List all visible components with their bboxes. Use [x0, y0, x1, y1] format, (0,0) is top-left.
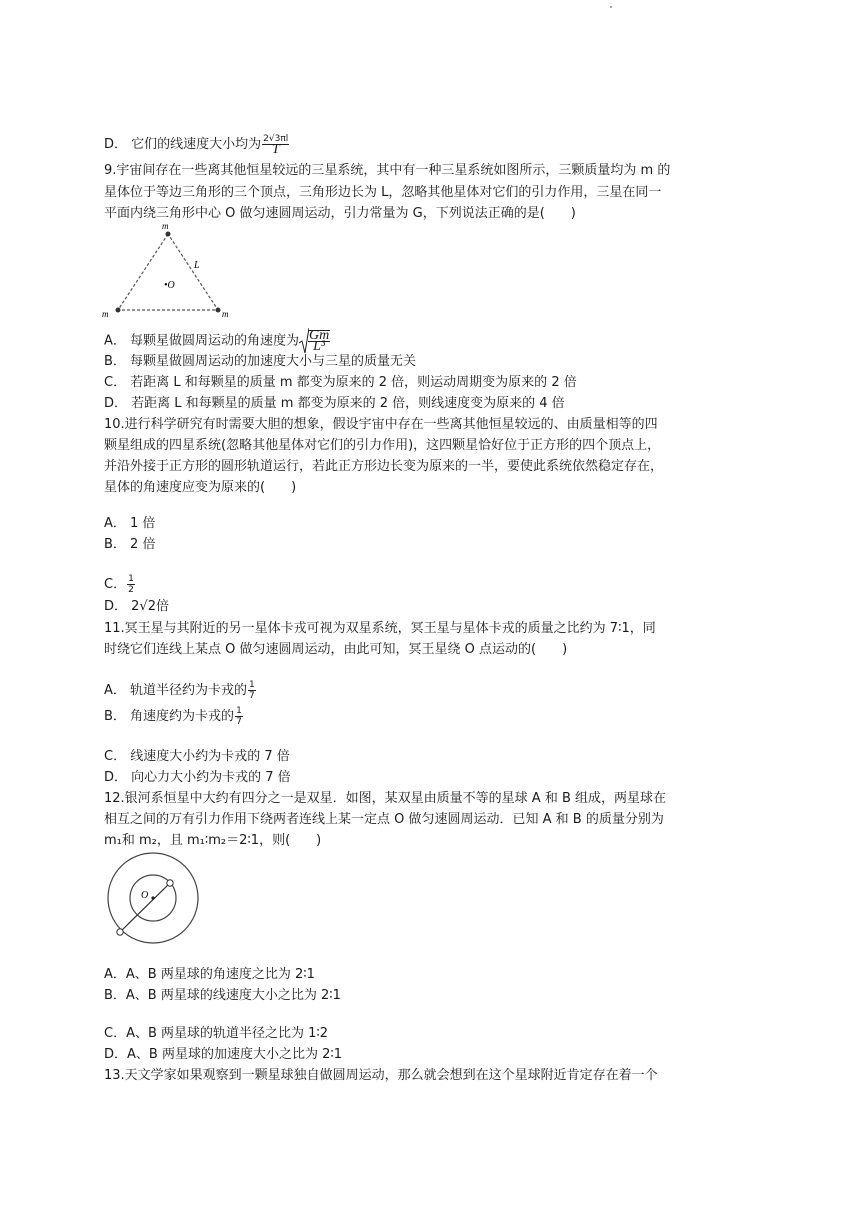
- q9-option-d: D． 若距离 L 和每颗星的质量 m 都变为原来的 2 倍，则线速度变为原来的 4 倍: [104, 396, 565, 411]
- star-top: [166, 232, 171, 237]
- q9-triangle-figure: [100, 222, 240, 320]
- q9-stem-line2: 星体位于等边三角形的三个顶点，三角形边长为 L，忽略其他星体对它们的引力作用，三星在同一: [104, 185, 662, 200]
- q11-a-fraction: $\frac{1}{7}$: [249, 680, 255, 701]
- q8-d-fraction: $\frac{2√3\pi l}{T}$: [263, 134, 289, 157]
- q12-option-a: A．A、B 两星球的角速度之比为 2∶1: [104, 967, 315, 982]
- q11-option-b: B． 角速度约为卡戎的 $\frac{1}{7}$: [104, 706, 242, 727]
- label-m-left: m: [102, 309, 109, 319]
- label-L: L: [194, 260, 200, 271]
- star-on-outer: [117, 929, 123, 935]
- q12-option-d: D．A、B 两星球的加速度大小之比为 2∶1: [104, 1047, 343, 1062]
- q9-option-b: B． 每颗星做圆周运动的加速度大小与三星的质量无关: [104, 354, 417, 369]
- q11-option-a: A． 轨道半径约为卡戎的 $\frac{1}{7}$: [104, 680, 255, 701]
- q9-option-a: A． 每颗星做圆周运动的角速度为 $\frac{Gm}{\text{L³}}$: [104, 328, 330, 354]
- q10-option-d: D． 2√2倍: [104, 599, 169, 614]
- label-m-right: m: [222, 309, 229, 319]
- q10-c-fraction: $\frac{1}{2}$: [128, 574, 134, 595]
- q12-option-c: C．A、B 两星球的轨道半径之比为 1∶2: [104, 1026, 329, 1041]
- label-O: O: [141, 890, 149, 901]
- q10-stem-line1: 10.进行科学研究有时需要大胆的想象，假设宇宙中存在一些离其他恒星较远的、由质量相等的四: [104, 417, 658, 432]
- q12-binary-star-figure: [102, 852, 202, 944]
- star-left: [116, 308, 121, 313]
- q10-stem-line3: 并沿外接于正方形的圆形轨道运行，若此正方形边长变为原来的一半，要使此系统依然稳定存在，: [104, 459, 664, 474]
- q11-option-d: D． 向心力大小约为卡戎的 7 倍: [104, 770, 291, 785]
- q13-stem-line1: 13.天文学家如果观察到一颗星球独自做圆周运动，那么就会想到在这个星球附近肯定存在着一个: [104, 1068, 658, 1083]
- q11-stem-line1: 11.冥王星与其附近的另一星体卡戎可视为双星系统，冥王星与星体卡戎的质量之比约为 7∶1，同: [104, 621, 656, 636]
- q9-stem-line1: 9.宇宙间存在一些离其他恒星较远的三星系统，其中有一种三星系统如图所示，三颗质量均为 m 的: [104, 163, 671, 178]
- center-o-point: [151, 896, 154, 899]
- q8-option-d: D． 它们的线速度大小均为 $\frac{2√3\pi l}{T}$: [104, 134, 289, 157]
- triangle-dashed: [118, 234, 218, 310]
- star-right: [216, 308, 221, 313]
- q9-option-c: C． 若距离 L 和每颗星的质量 m 都变为原来的 2 倍，则运动周期变为原来的 2 倍: [104, 375, 577, 390]
- q12-stem-line1: 12.银河系恒星中大约有四分之一是双星．如图，某双星由质量不等的星球 A 和 B 组成，两星球在: [104, 791, 667, 806]
- q10-stem-line2: 颗星组成的四星系统(忽略其他星体对它们的引力作用)，这四颗星恰好位于正方形的四个顶点上，: [104, 438, 661, 453]
- q10-option-c: C． $\frac{1}{2}$: [104, 574, 134, 595]
- q9-stem-line3: 平面内绕三角形中心 O 做匀速圆周运动，引力常量为 G，下列说法正确的是( ): [104, 206, 576, 221]
- star-on-inner: [167, 880, 173, 886]
- q11-b-fraction: $\frac{1}{7}$: [236, 706, 242, 727]
- page-mark: [610, 6, 612, 8]
- q11-option-c: C． 线速度大小约为卡戎的 7 倍: [104, 749, 290, 764]
- q12-option-b: B．A、B 两星球的线速度大小之比为 2∶1: [104, 988, 341, 1003]
- label-O: •O: [164, 280, 175, 291]
- q10-option-a: A． 1 倍: [104, 516, 156, 531]
- q12-stem-line2: 相互之间的万有引力作用下绕两者连线上某一定点 O 做匀速圆周运动．已知 A 和 B 的质量分别为: [104, 812, 664, 827]
- q10-stem-line4: 星体的角速度应变为原来的( ): [104, 480, 297, 495]
- label-m-top: m: [162, 222, 169, 231]
- q9-a-sqrt: $\frac{Gm}{\text{L³}}$: [299, 327, 331, 355]
- q10-option-b: B． 2 倍: [104, 537, 156, 552]
- q11-stem-line2: 时绕它们连线上某点 O 做匀速圆周运动，由此可知，冥王星绕 O 点运动的( ): [104, 642, 568, 657]
- q12-stem-line3: m₁和 m₂，且 m₁∶m₂＝2∶1，则( ): [104, 833, 322, 848]
